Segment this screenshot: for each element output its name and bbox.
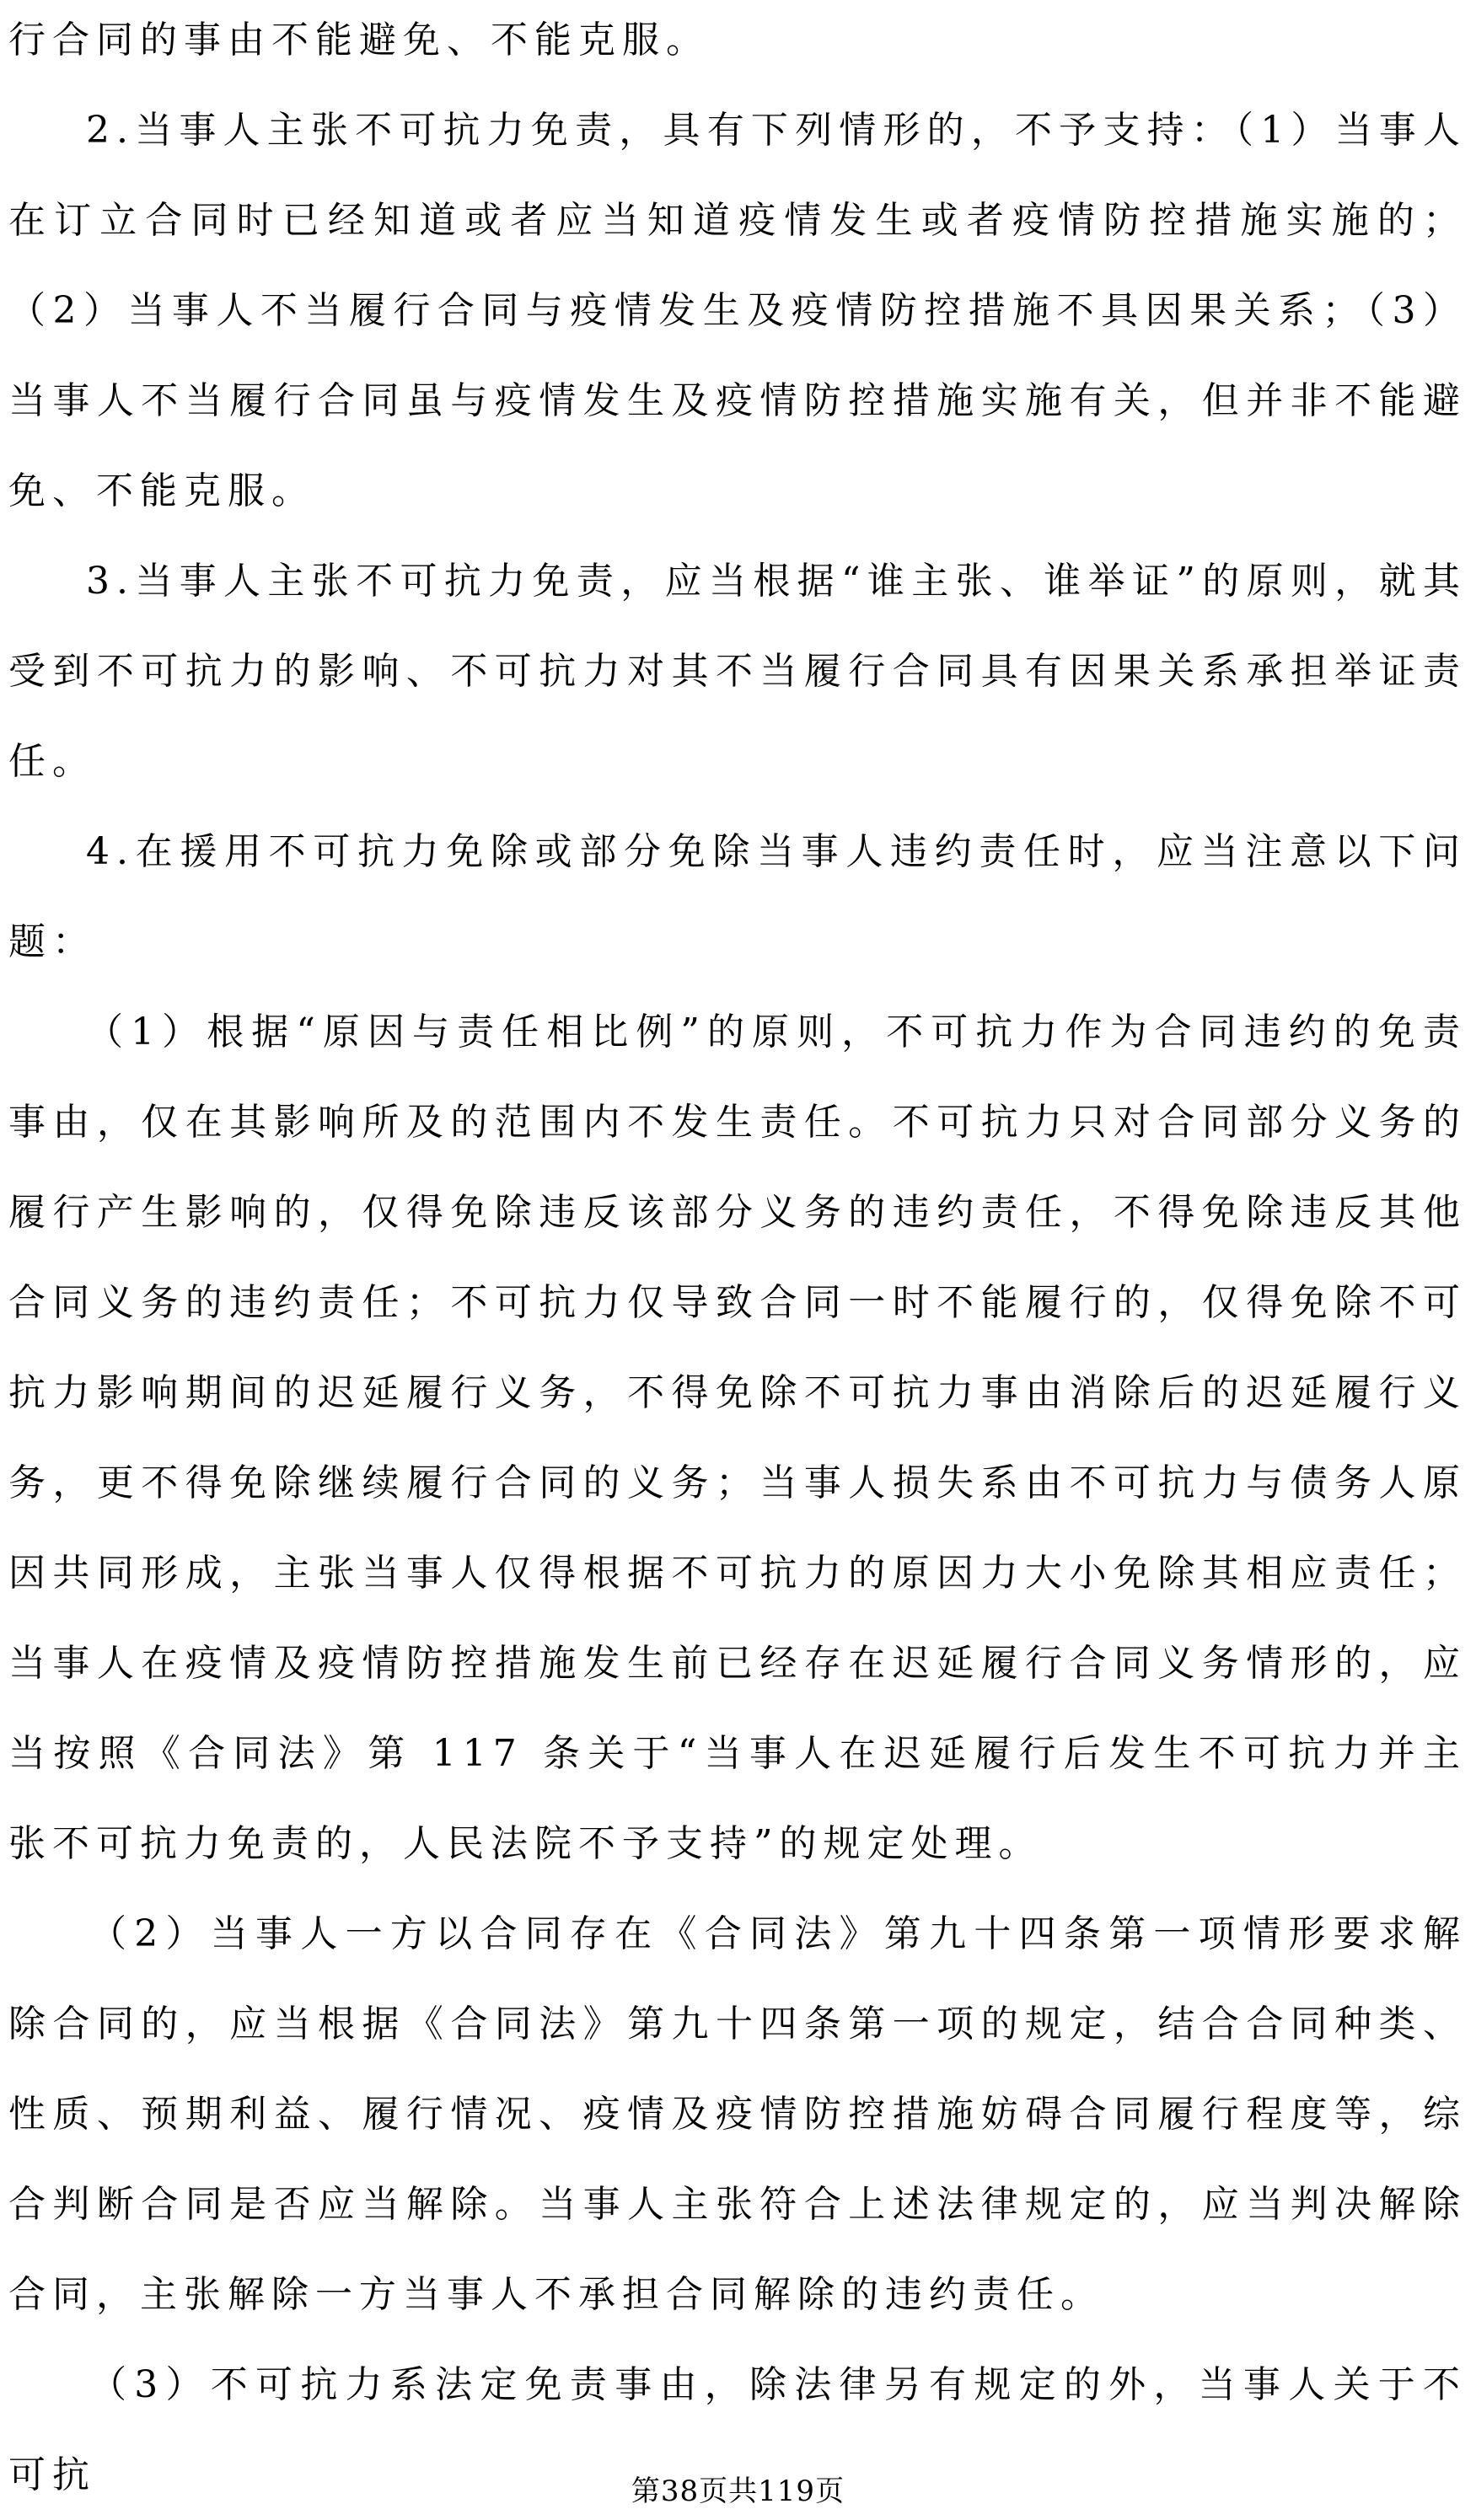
paragraph-subitem-1: （1）根据“原因与责任相比例”的原则，不可抗力作为合同违约的免责事由，仅在其影响所及的范围内不发生责任。不可抗力只对合同部分义务的履行产生影响的，仅得免除违反该部分义务的违约责任，不得免除违反其他合同义务的违约责任；不可抗力仅导致合同一时不能履行的，仅得免除不可抗力影响期间的迟延履行义务，不得免除不可抗力事由消除后的迟延履行义务，更不得免除继续履行合同的义务；当事人损失系由不可抗力与债务人原因共同形成，主张当事人仅得根据不可抗力的原因力大小免除其相应责任；当事人在疫情及疫情防控措施发生前已经存在迟延履行合同义务情形的，应当按照《合同法》第 117 条关于“当事人在迟延履行后发生不可抗力并主张不可抗力免责的，人民法院不予支持”的规定处理。 [8, 1011, 1467, 1865]
paragraph-item-2: 2.当事人主张不可抗力免责，具有下列情形的，不予支持：（1）当事人在订立合同时已经知道或者应当知道疫情发生或者疫情防控措施实施的；（2）当事人不当履行合同与疫情发生及疫情防控措施不具因果关系；（3）当事人不当履行合同虽与疫情发生及疫情防控措施实施有关，但并非不能避免、不能克服。 [8, 109, 1467, 512]
paragraph-item-3: 3.当事人主张不可抗力免责，应当根据“谁主张、谁举证”的原则，就其受到不可抗力的影响、不可抗力对其不当履行合同具有因果关系承担举证责任。 [8, 560, 1467, 783]
paragraph-subitem-3: （3）不可抗力系法定免责事由，除法律另有规定的外，当事人关于不可抗 [8, 2363, 1467, 2496]
paragraph-subitem-2: （2）当事人一方以合同存在《合同法》第九十四条第一项情形要求解除合同的，应当根据《合同法》第九十四条第一项的规定，结合合同种类、性质、预期利益、履行情况、疫情及疫情防控措施妨碍合同履行程度等，综合判断合同是否应当解除。当事人主张符合上述法律规定的，应当判决解除合同，主张解除一方当事人不承担合同解除的违约责任。 [8, 1912, 1467, 2316]
document-body [8, 0, 1467, 2520]
paragraph-item-4: 4.在援用不可抗力免除或部分免除当事人违约责任时，应当注意以下问题： [8, 830, 1467, 963]
page-number-footer: 第38页共119页 [631, 2474, 845, 2508]
paragraph-continuation: 行合同的事由不能避免、不能克服。 [8, 19, 710, 62]
